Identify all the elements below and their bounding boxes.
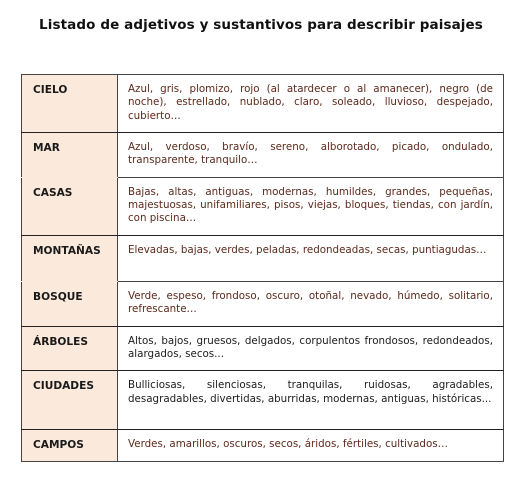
table-row bbox=[22, 133, 504, 178]
row-value-bosque: Verde, espeso, frondoso, oscuro, otoñal, nevado, húmedo, solitario, refrescante… bbox=[118, 281, 504, 326]
row-label-bosque: BOSQUE bbox=[22, 281, 118, 326]
table-row bbox=[22, 326, 504, 371]
row-value-casas: Bajas, altas, antiguas, modernas, humildes, grandes, pequeñas, majestuosas, unifamiliares, pisos, viejas, bloques, tiendas, con jardín, con piscina… bbox=[118, 177, 504, 235]
row-label-mar: MAR bbox=[22, 133, 118, 178]
table-row bbox=[22, 281, 504, 326]
row-label-arboles: ÁRBOLES bbox=[22, 326, 118, 371]
row-label-cielo: CIELO bbox=[22, 75, 118, 133]
row-label-ciudades: CIUDADES bbox=[22, 371, 118, 430]
row-value-arboles: Altos, bajos, gruesos, delgados, corpulentos frondosos, redondeados, alargados, secos... bbox=[118, 326, 504, 371]
page-title: Listado de adjetivos y sustantivos para describir paisajes bbox=[39, 17, 483, 33]
row-label-montanas: MONTAÑAS bbox=[22, 235, 118, 281]
row-label-campos: CAMPOS bbox=[22, 430, 118, 462]
table-row bbox=[22, 177, 504, 235]
row-label-casas: CASAS bbox=[22, 177, 118, 235]
adjectives-table bbox=[21, 74, 504, 462]
table-row bbox=[22, 371, 504, 430]
row-value-campos: Verdes, amarillos, oscuros, secos, áridos, fértiles, cultivados… bbox=[118, 430, 504, 462]
row-value-montanas: Elevadas, bajas, verdes, peladas, redondeadas, secas, puntiagudas… bbox=[118, 235, 504, 281]
table-row bbox=[22, 430, 504, 462]
table-row bbox=[22, 235, 504, 281]
table-row bbox=[22, 75, 504, 133]
row-value-cielo: Azul, gris, plomizo, rojo (al atardecer o al amanecer), negro (de noche), estrellado, nublado, claro, soleado, lluvioso, despejado, cubierto… bbox=[118, 75, 504, 133]
row-value-mar: Azul, verdoso, bravío, sereno, alborotado, picado, ondulado, transparente, tranquilo… bbox=[118, 133, 504, 178]
row-value-ciudades: Bulliciosas, silenciosas, tranquilas, ruidosas, agradables, desagradables, divertidas, aburridas, modernas, antiguas, históricas... bbox=[118, 371, 504, 430]
